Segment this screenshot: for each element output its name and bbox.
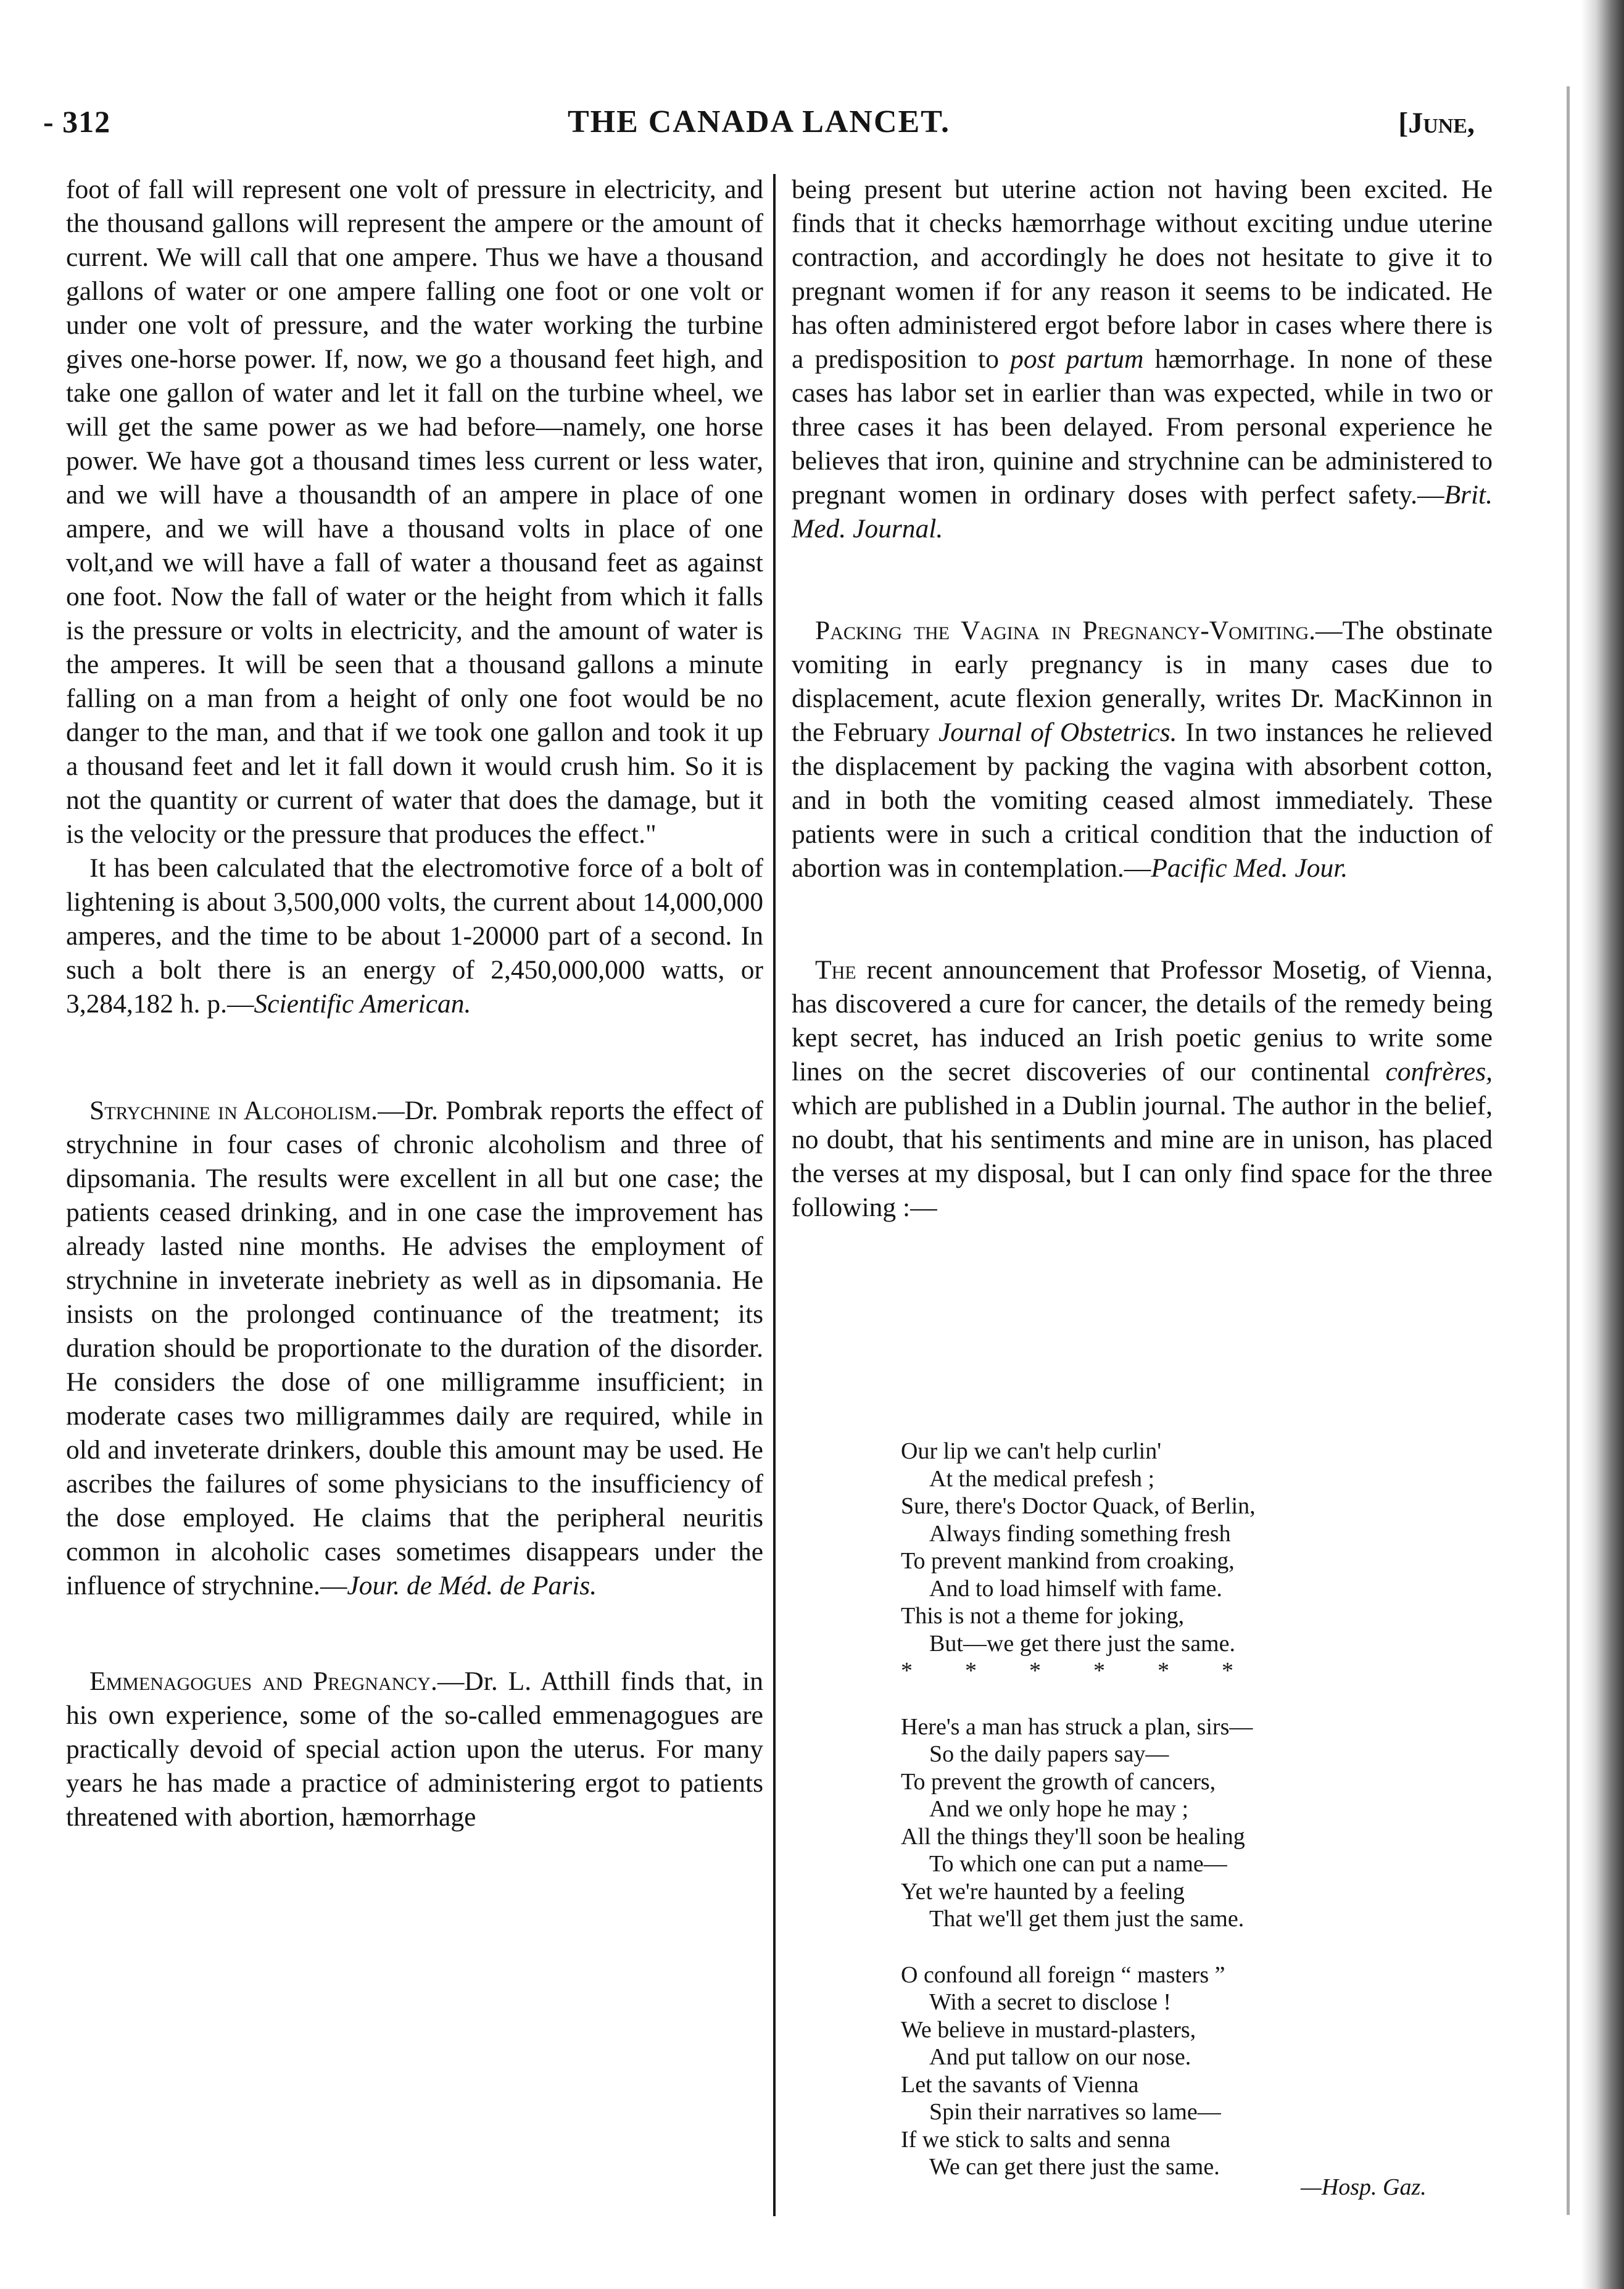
packing-body-a: —The obstinate vomiting in early pregnancy is in many cases due to displacement, acute flexion generally, writes Dr. MacKinnon in the February xyxy=(792,616,1493,747)
poem-line: So the daily papers say— xyxy=(929,1741,1169,1767)
cancer-italic: confrères, xyxy=(1385,1057,1493,1087)
poem-line: To prevent the growth of cancers, xyxy=(901,1768,1216,1795)
poem-line: Let the savants of Vienna xyxy=(901,2071,1139,2098)
emmenagogues-heading: Emmenagogues and Pregnancy. xyxy=(89,1666,437,1696)
cancer-first-word: The xyxy=(815,955,856,985)
emmenagogues-article xyxy=(66,1665,763,1834)
poem-line: Our lip we can't help curlin' xyxy=(901,1438,1162,1464)
poem-line: Spin their narratives so lame— xyxy=(929,2099,1221,2125)
poem-line: To which one can put a name— xyxy=(929,1851,1227,1877)
ergot-source: Brit. Med. Journal. xyxy=(792,480,1493,544)
poem-line: We can get there just the same. xyxy=(929,2154,1220,2180)
month-label: June, xyxy=(1408,107,1475,139)
lightning-text: It has been calculated that the electromotive force of a bolt of lightening is about 3,500,000 volts, the current about 14,000,000 amperes, and the time to be about 1-20000 part of a second. In such a bolt there is an energy of 2,450,000,000 watts, or 3,284,182 h. p.— xyxy=(66,853,763,1019)
poem-attribution: —Hosp. Gaz. xyxy=(1301,2174,1427,2200)
poem-line: And to load himself with fame. xyxy=(929,1575,1222,1602)
emmenagogues-body: —Dr. L. Atthill finds that, in his own experience, some of the so-called emmenagogues are practically devoid of special action upon the uterus. For many years he has made a practice of administering ergot to patients threatened with abortion, hæmorrhage xyxy=(66,1666,763,1832)
right-column xyxy=(792,173,1493,1225)
packing-source: Pacific Med. Jour. xyxy=(1151,853,1348,883)
poem-line: And put tallow on our nose. xyxy=(929,2044,1191,2070)
cancer-body-a: recent announcement that Professor Mosetig, of Vienna, has discovered a cure for cancer, the details of the remedy being kept secret, has induced an Irish poetic genius to write some lines on the secret discoveries of our continental xyxy=(792,955,1493,1087)
column-divider xyxy=(773,174,776,2216)
strychnine-article xyxy=(66,1094,763,1603)
issue-month xyxy=(1398,106,1475,140)
strychnine-body: —Dr. Pombrak reports the effect of strychnine in four cases of chronic alcoholism and three of dipsomania. The results were excellent in all but one case; the patients ceased drinking, and in one case the improvement has already lasted nine months. He advises the employment of strychnine in inveterate inebriety as well as in dipsomania. He insists on the prolonged continuance of the treatment; its duration should be proportionate to the duration of the disorder. He considers the dose of one milligramme insufficient; in moderate cases two milligrammes daily are required, while in old and inveterate drinkers, double this amount may be used. He ascribes the failures of some physicians to the insufficiency of the dose employed. He claims that the peripheral neuritis common in alcoholic cases sometimes disappears under the influence of strychnine.— xyxy=(66,1096,763,1600)
strychnine-heading: Strychnine in Alcoholism. xyxy=(89,1096,378,1125)
poem-line: We believe in mustard-plasters, xyxy=(901,2016,1196,2043)
stanza-separator: * * * * * * xyxy=(901,1658,1236,1684)
packing-journal: Journal of Obstetrics. xyxy=(938,718,1177,747)
poem-line: Yet we're haunted by a feeling xyxy=(901,1878,1185,1905)
journal-title: THE CANADA LANCET. xyxy=(567,104,951,139)
electricity-paragraph: foot of fall will represent one volt of pressure in electricity, and the thousand gallons will represent the ampere or the amount of current. We will call that one ampere. Thus we have a thousand gallons of water or one ampere falling one foot or one volt or under one volt of pressure, and the water working the turbine gives one-horse power. If, now, we go a thousand feet high, and take one gallon of water and let it fall on the turbine wheel, we will get the same power as we had before—namely, one horse power. We have got a thousand times less current or less water, and we will have a thousandth of an ampere in place of one ampere, and we will have a thousand volts in place of one volt,and we will have a fall of water a thousand feet as against one foot. Now the fall of water or the height from which it falls is the pressure or volts in electricity, and the amount of water is the amperes. It will be seen that a thousand gallons a minute falling on a man from a height of only one foot would be no danger to the man, and that if we took one gallon and took it up a thousand feet and let it fall down it would crush him. So it is not the quantity or current of water that does the damage, but it is the velocity or the pressure that produces the effect." xyxy=(66,175,763,849)
poem-line: That we'll get them just the same. xyxy=(929,1906,1245,1932)
ergot-continuation xyxy=(792,173,1493,546)
poem-line: To prevent mankind from croaking, xyxy=(901,1548,1235,1574)
packing-article xyxy=(792,614,1493,885)
poem-line: All the things they'll soon be healing xyxy=(901,1823,1245,1850)
lightning-paragraph xyxy=(66,851,763,1021)
strychnine-source: Jour. de Méd. de Paris. xyxy=(347,1571,597,1600)
month-bracket: [ xyxy=(1398,107,1409,139)
packing-body-b: In two instances he relieved the displacement by packing the vagina with absorbent cotton, and in both the vomiting ceased almost immediately. These patients were in such a critical condition that the induction of abortion was in contemplation.— xyxy=(792,718,1493,883)
poem-line: Always finding something fresh xyxy=(929,1520,1231,1547)
page-edge-line xyxy=(1567,86,1570,2215)
left-column xyxy=(66,173,763,1834)
poem-line: But—we get there just the same. xyxy=(929,1630,1235,1657)
page-number: - 312 xyxy=(43,104,111,139)
poem-line: Here's a man has struck a plan, sirs— xyxy=(901,1713,1253,1740)
poem-line: This is not a theme for joking, xyxy=(901,1603,1185,1629)
cancer-article xyxy=(792,953,1493,1225)
running-header xyxy=(43,104,1475,153)
poem xyxy=(901,1438,1256,2181)
poem-line: Sure, there's Doctor Quack, of Berlin, xyxy=(901,1493,1256,1519)
poem-line: And we only hope he may ; xyxy=(929,1796,1189,1822)
poem-line: O confound all foreign “ masters ” xyxy=(901,1961,1225,1988)
ergot-italic: post partum xyxy=(1010,344,1144,374)
packing-heading: Packing the Vagina in Pregnancy-Vomiting. xyxy=(815,616,1315,645)
ergot-text-a: being present but uterine action not having been excited. He finds that it checks hæmorrhage without exciting undue uterine contraction, and accordingly he does not hesitate to give it to pregnant women if for any reason it seems to be indicated. He has often administered ergot before labor in cases where there is a predisposition to xyxy=(792,175,1493,374)
cancer-body-b: which are published in a Dublin journal. The author in the belief, no doubt, that his sentiments and mine are in unison, has placed the verses at my disposal, but I can only find space for the three following :— xyxy=(792,1091,1493,1222)
poem-line: If we stick to salts and senna xyxy=(901,2126,1170,2153)
poem-line: At the medical prefesh ; xyxy=(929,1465,1155,1492)
lightning-source: Scientific American. xyxy=(254,989,471,1019)
ergot-text-b: hæmorrhage. In none of these cases has labor set in earlier than was expected, while in two or three cases it has been delayed. From personal experience he believes that iron, quinine and strychnine can be administered to pregnant women in ordinary doses with perfect safety.— xyxy=(792,344,1493,510)
poem-line: With a secret to disclose ! xyxy=(929,1989,1172,2015)
page-edge-shadow xyxy=(1581,0,1624,2289)
